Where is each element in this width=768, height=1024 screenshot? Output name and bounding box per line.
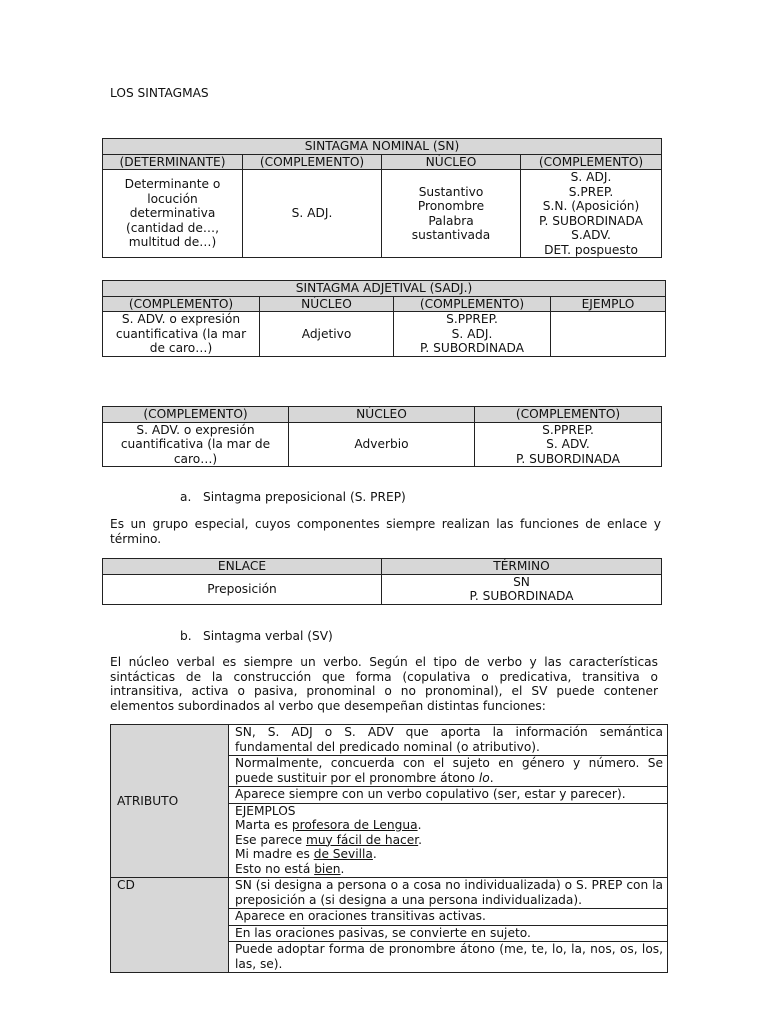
sn-header-complemento-1: (COMPLEMENTO): [243, 154, 382, 170]
sadv-header-complemento-1: (COMPLEMENTO): [103, 407, 289, 423]
verbal-paragraph: El núcleo verbal es siempre un verbo. Según el tipo de verbo y las características sintácticas de la construcción que forma (copulativa o predicativa, transitiva o intransitiva, activa o pasiva, pronominal o no pronominal), el SV puede contener elementos subordinados al verbo que desempeñan distintas funciones:: [110, 655, 658, 713]
sadj-header-ejemplo: EJEMPLO: [551, 296, 666, 312]
sadj-table: [102, 280, 666, 357]
verbal-heading-marker: b.: [180, 629, 192, 643]
cd-pronombre: Puede adoptar forma de pronombre átono (me, te, lo, la, nos, os, los, las, se).: [229, 942, 668, 973]
sadj-caption: SINTAGMA ADJETIVAL (SADJ.): [103, 281, 666, 297]
verbal-heading: Sintagma verbal (SV): [203, 629, 333, 643]
sadv-complemento-cell: S. ADV. o expresión cuantificativa (la mar de caro…): [103, 422, 289, 467]
ejemplo-2: Ese parece muy fácil de hacer.: [235, 832, 423, 847]
sadj-complemento-right-cell: S.PPREP. S. ADJ. P. SUBORDINADA: [394, 312, 551, 357]
sn-table: [102, 138, 662, 258]
prep-paragraph: Es un grupo especial, cuyos componentes siempre realizan las funciones de enlace y término.: [110, 517, 661, 546]
prep-heading: Sintagma preposicional (S. PREP): [203, 490, 406, 504]
sadv-complemento-right-cell: S.PPREP. S. ADV. P. SUBORDINADA: [475, 422, 662, 467]
sn-header-nucleo: NÚCLEO: [382, 154, 521, 170]
sn-nucleo-cell: Sustantivo Pronombre Palabra sustantivada: [382, 170, 521, 258]
atributo-label: ATRIBUTO: [111, 725, 229, 878]
sn-header-determinante: (DETERMINANTE): [103, 154, 243, 170]
sadv-header-complemento-2: (COMPLEMENTO): [475, 407, 662, 423]
prep-header-termino: TÉRMINO: [382, 559, 662, 575]
ejemplos-title: EJEMPLOS: [235, 803, 296, 818]
atributo-ejemplos: [229, 803, 668, 878]
atributo-copulativo: Aparece siempre con un verbo copulativo (ser, estar y parecer).: [229, 787, 668, 804]
ejemplo-1: Marta es profesora de Lengua.: [235, 818, 422, 832]
sadj-header-complemento-2: (COMPLEMENTO): [394, 296, 551, 312]
cd-definition: SN (si designa a persona o a cosa no individualizada) o S. PREP con la preposición a (si designa a una persona individualizada).: [229, 878, 668, 909]
cd-label: CD: [111, 878, 229, 973]
sadj-header-complemento-1: (COMPLEMENTO): [103, 296, 260, 312]
prep-enlace-cell: Preposición: [103, 574, 382, 604]
sadv-nucleo-cell: Adverbio: [289, 422, 475, 467]
sadj-header-nucleo: NÚCLEO: [260, 296, 394, 312]
page-title: LOS SINTAGMAS: [110, 86, 209, 100]
prep-termino-cell: SN P. SUBORDINADA: [382, 574, 662, 604]
prep-heading-marker: a.: [180, 490, 192, 504]
sadj-ejemplo-cell: [551, 312, 666, 357]
sn-determinante-cell: Determinante o locución determinativa (cantidad de…, multitud de…): [103, 170, 243, 258]
prep-table: [102, 558, 662, 605]
sn-header-complemento-2: (COMPLEMENTO): [521, 154, 662, 170]
sn-caption: SINTAGMA NOMINAL (SN): [103, 139, 662, 155]
atributo-definition: SN, S. ADJ o S. ADV que aporta la información semántica fundamental del predicado nominal (o atributivo).: [229, 725, 668, 756]
cd-pasivas: En las oraciones pasivas, se convierte en sujeto.: [229, 925, 668, 942]
atributo-concordancia: Normalmente, concuerda con el sujeto en género y número. Se puede sustituir por el pronombre átono lo.: [229, 756, 668, 787]
sadv-header-nucleo: NÚCLEO: [289, 407, 475, 423]
sn-complemento-cell: S. ADJ.: [243, 170, 382, 258]
ejemplo-3: Mi madre es de Sevilla.: [235, 847, 377, 861]
sn-complemento-right-cell: S. ADJ. S.PREP. S.N. (Aposición) P. SUBORDINADA S.ADV. DET. pospuesto: [521, 170, 662, 258]
sv-functions-table: [110, 724, 668, 973]
cd-transitivas: Aparece en oraciones transitivas activas.: [229, 909, 668, 926]
sadv-table: [102, 406, 662, 467]
sadj-complemento-cell: S. ADV. o expresión cuantificativa (la mar de caro…): [103, 312, 260, 357]
ejemplo-4: Esto no está bien.: [235, 861, 345, 876]
sadj-nucleo-cell: Adjetivo: [260, 312, 394, 357]
prep-header-enlace: ENLACE: [103, 559, 382, 575]
